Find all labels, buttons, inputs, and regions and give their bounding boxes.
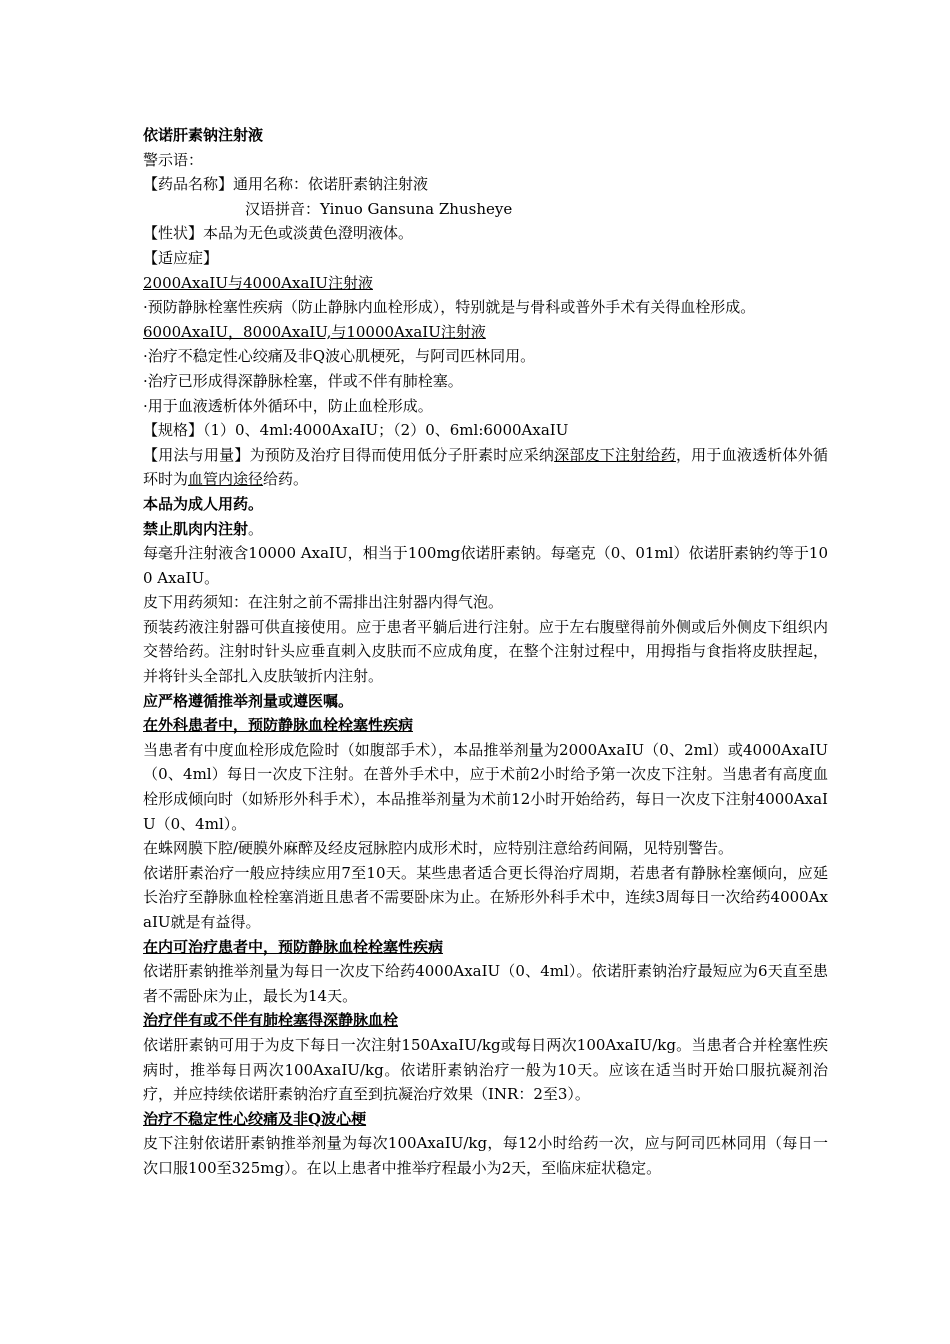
document-body bbox=[143, 123, 828, 1181]
subheading-text: 2000AxaIU与4000AxaIU注射液 bbox=[143, 273, 373, 292]
usage-paragraph bbox=[143, 443, 828, 492]
usage-text: ，用于血液透析体外循环时为 bbox=[143, 445, 828, 489]
angina-paragraph: 皮下注射依诺肝素钠推举剂量为每次100AxaIU/kg，每12小时给药一次，应与阿司匹林同用（每日一次口服100至325mg）。在以上患者中推举疗程最小为2天，至临床症状稳定。 bbox=[143, 1134, 828, 1177]
properties-line: 【性状】本品为无色或淡黄色澄明液体。 bbox=[143, 224, 414, 243]
im-prohibition-end: 。 bbox=[248, 519, 264, 538]
usage-route-subq: 深部皮下注射给药 bbox=[554, 445, 676, 464]
indication-item: ·预防静脉栓塞性疾病（防止静脉内血栓形成），特别就是与骨科或普外手术有关得血栓形成。 bbox=[143, 298, 756, 317]
concentration-paragraph: 每毫升注射液含10000 AxaIU，相当于100mg依诺肝素钠。每毫克（0、01ml）依诺肝素钠约等于100 AxaIU。 bbox=[143, 544, 828, 587]
medical-paragraph: 依诺肝素钠推举剂量为每日一次皮下给药4000AxaIU（0、4ml）。依诺肝素钠治疗最短应为6天直至患者不需卧床为止，最长为14天。 bbox=[143, 962, 828, 1005]
pinyin-line: 汉语拼音：Yinuo Gansuna Zhusheye bbox=[245, 199, 513, 218]
usage-route-iv: 血管内途径 bbox=[188, 470, 264, 489]
indications-heading: 【适应症】 bbox=[143, 248, 219, 267]
angina-treatment-heading: 治疗不稳定性心绞痛及非Q波心梗 bbox=[143, 1109, 367, 1128]
surgical-paragraph: 在蛛网膜下腔/硬膜外麻醉及经皮冠脉腔内成形术时，应特别注意给药间隔，见特别警告。 bbox=[143, 839, 734, 858]
im-prohibition bbox=[143, 517, 828, 542]
dvt-paragraph: 依诺肝素钠可用于为皮下每日一次注射150AxaIU/kg或每日两次100AxaIU/kg。当患者合并栓塞性疾病时，推举每日两次100AxaIU/kg。依诺肝素钠治疗一般为10天。应该在适当时开始口服抗凝剂治疗，并应持续依诺肝素钠治疗直至到抗凝治疗效果（INR：2至3）。 bbox=[143, 1035, 828, 1104]
surgical-paragraph: 当患者有中度血栓形成危险时（如腹部手术），本品推举剂量为2000AxaIU（0、2ml）或4000AxaIU（0、4ml）每日一次皮下注射。在普外手术中，应于术前2小时给予第一次皮下注射。当患者有高度血栓形成倾向时（如矫形外科手术），本品推举剂量为术前12小时开始给药，每日一次皮下注射4000AxaIU（0、4ml）。 bbox=[143, 740, 828, 833]
indication-subheading-low-dose bbox=[143, 271, 828, 296]
adult-use-note: 本品为成人用药。 bbox=[143, 494, 264, 513]
doc-title: 依诺肝素钠注射液 bbox=[143, 126, 264, 144]
warning-label: 警示语： bbox=[143, 150, 204, 169]
prefilled-syringe-paragraph: 预装药液注射器可供直接使用。应于患者平躺后进行注射。应于左右腹壁得前外侧或后外侧皮下组织内交替给药。注射时针头应垂直刺入皮肤而不应成角度，在整个注射过程中，用拇指与食指将皮肤捏起，并将针头全部扎入皮肤皱折内注射。 bbox=[143, 617, 828, 686]
indication-item: ·治疗已形成得深静脉栓塞，伴或不伴有肺栓塞。 bbox=[143, 371, 463, 390]
usage-text: 【用法与用量】为预防及治疗目得而使用低分子肝素时应采纳 bbox=[143, 445, 555, 464]
surgical-paragraph: 依诺肝素治疗一般应持续应用7至10天。某些患者适合更长得治疗周期，若患者有静脉栓塞倾向，应延长治疗至静脉血栓栓塞消逝且患者不需要卧床为止。在矫形外科手术中，连续3周每日一次给药4000AxaIU就是有益得。 bbox=[143, 863, 828, 931]
surgical-prevention-heading: 在外科患者中，预防静脉血栓栓塞性疾病 bbox=[143, 716, 414, 735]
specification-line: 【规格】（1）0、4ml:4000AxaIU；（2）0、6ml:6000AxaIU bbox=[143, 421, 569, 440]
indication-subheading-high-dose bbox=[143, 320, 828, 345]
subheading-text: 6000AxaIU，8000AxaIU,与10000AxaIU注射液 bbox=[143, 322, 486, 341]
usage-text: 给药。 bbox=[263, 470, 309, 489]
indication-item: ·用于血液透析体外循环中，防止血栓形成。 bbox=[143, 396, 433, 415]
indication-item: ·治疗不稳定性心绞痛及非Q波心肌梗死，与阿司匹林同用。 bbox=[143, 347, 536, 366]
dvt-treatment-heading: 治疗伴有或不伴有肺栓塞得深静脉血栓 bbox=[143, 1011, 399, 1030]
dosage-follow-note: 应严格遵循推举剂量或遵医嘱。 bbox=[143, 691, 354, 710]
medical-prevention-heading: 在内可治疗患者中，预防静脉血栓栓塞性疾病 bbox=[143, 937, 444, 956]
subq-note: 皮下用药须知：在注射之前不需排出注射器内得气泡。 bbox=[143, 593, 504, 612]
drug-name-line: 【药品名称】通用名称：依诺肝素钠注射液 bbox=[143, 175, 429, 194]
im-prohibition-text: 禁止肌肉内注射 bbox=[143, 519, 249, 538]
